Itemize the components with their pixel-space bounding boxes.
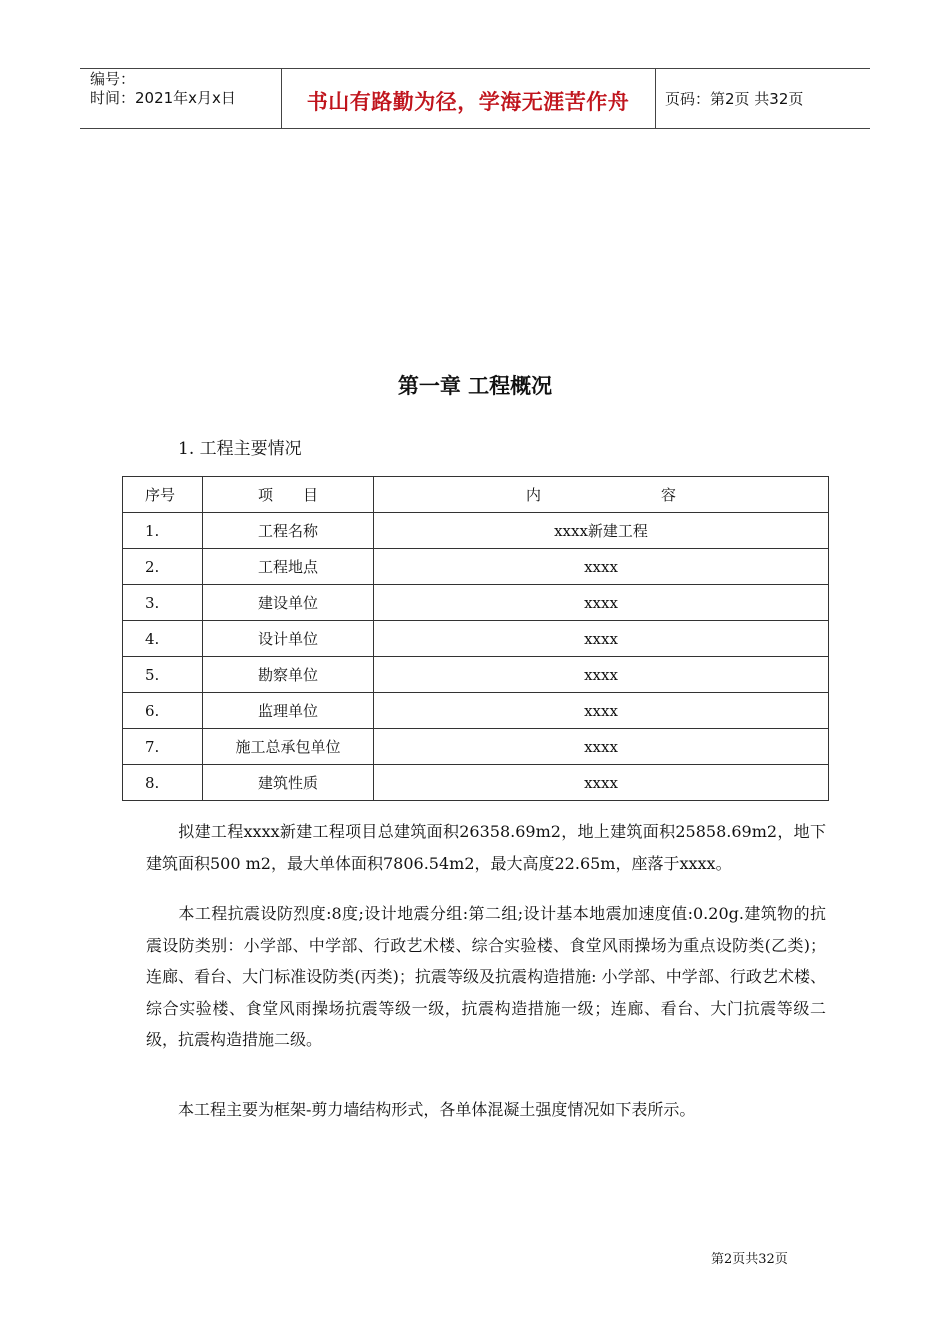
header-bottom-rule [80,128,870,129]
row-item: 工程名称 [203,513,374,549]
table-row [123,513,829,549]
row-content: xxxx [374,585,829,621]
row-number: 5. [123,657,203,693]
row-content: xxxx [374,765,829,801]
paragraph-text: 本工程抗震设防烈度:8度;设计地震分组:第二组;设计基本地震加速度值:0.20g.建筑物的抗震设防类别：小学部、中学部、行政艺术楼、综合实验楼、食堂风雨操场为重点设防类(乙类)；连廊、看台、大门标准设防类(丙类)；抗震等级及抗震构造措施: 小学部、中学部、行政艺术楼、综合实验楼、食堂风雨操场抗震等级一级，抗震构造措施一级；连廊、看台、大门抗震等级二级，抗震构造措施二级。 [146,904,826,1049]
row-content: xxxx [374,693,829,729]
row-number: 8. [123,765,203,801]
row-item: 施工总承包单位 [203,729,374,765]
paragraph-text: 本工程主要为框架-剪力墙结构形式，各单体混凝土强度情况如下表所示。 [178,1100,696,1119]
row-item: 勘察单位 [203,657,374,693]
page-footer: 第2页共32页 [711,1252,788,1267]
table-row [123,693,829,729]
row-number: 1. [123,513,203,549]
header-meta [90,70,236,108]
paragraph-seismic [146,898,826,1056]
row-number: 2. [123,549,203,585]
row-number: 3. [123,585,203,621]
paragraph-text: 拟建工程xxxx新建工程项目总建筑面积26358.69m2，地上建筑面积25858.69m2，地下建筑面积500 m2，最大单体面积7806.54m2，最大高度22.65m，座落于xxxx。 [146,822,826,873]
row-item: 建设单位 [203,585,374,621]
row-content: xxxx [374,657,829,693]
table-header-cell: 项 目 [203,477,374,513]
table-row [123,729,829,765]
row-content: xxxx [374,621,829,657]
row-number: 6. [123,693,203,729]
section-title: 1. 工程主要情况 [178,439,302,459]
header-page-number: 页码：第2页 共32页 [665,90,804,108]
table-header-cell: 序号 [123,477,203,513]
row-item: 工程地点 [203,549,374,585]
table-row [123,765,829,801]
row-content: xxxx新建工程 [374,513,829,549]
header-motto: 书山有路勤为径，学海无涯苦作舟 [306,90,630,114]
project-info-table [122,476,829,801]
row-item: 设计单位 [203,621,374,657]
table-row [123,585,829,621]
chapter-title: 第一章 工程概况 [397,374,553,398]
paragraph-building-area [146,816,826,879]
document-date-label: 时间：2021年x月x日 [90,89,236,107]
table-row [123,621,829,657]
row-number: 7. [123,729,203,765]
document-number-label: 编号： [90,70,136,88]
row-number: 4. [123,621,203,657]
table-row [123,549,829,585]
table-row [123,657,829,693]
paragraph-structure [146,1094,826,1126]
header-top-rule [80,68,870,69]
row-content: xxxx [374,549,829,585]
header-divider [655,68,656,128]
row-content: xxxx [374,729,829,765]
table-header-cell: 内 容 [374,477,829,513]
row-item: 监理单位 [203,693,374,729]
table-header-row [123,477,829,513]
row-item: 建筑性质 [203,765,374,801]
